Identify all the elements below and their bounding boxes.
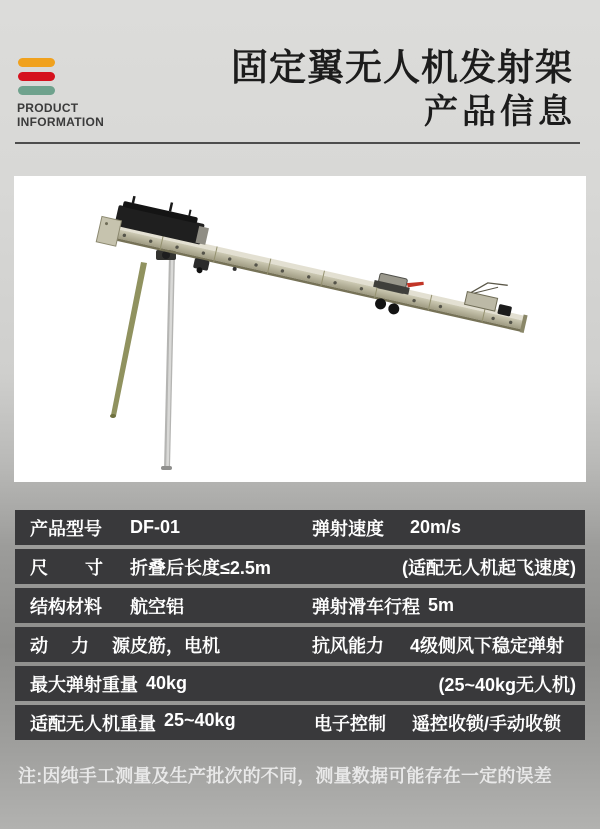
- header-divider: [15, 142, 580, 144]
- spec-row-uav-weight: [15, 705, 585, 740]
- logo-bar-red-icon: [18, 72, 55, 81]
- spec-label: 尺寸: [30, 557, 103, 578]
- product-photo-card: [14, 176, 586, 482]
- measurement-note: 注:因纯手工测量及生产批次的不同，测量数据可能存在一定的误差: [18, 766, 552, 786]
- spec-row-size: [15, 549, 585, 584]
- logo-word-product: PRODUCT: [17, 101, 79, 115]
- spec-table: [15, 510, 585, 744]
- spec-label: 弹射滑车行程: [312, 596, 420, 617]
- spec-label: 动力源: [30, 635, 130, 656]
- spec-value: 折叠后长度≤2.5m: [130, 557, 271, 578]
- spec-value: 40kg: [146, 673, 188, 693]
- logo-word-information: INFORMATION: [17, 115, 105, 129]
- spec-label: 抗风能力: [312, 635, 384, 656]
- spec-row-power: [15, 627, 585, 662]
- spec-value: 25~40kg: [164, 709, 236, 730]
- spec-label: 结构材料: [30, 596, 102, 617]
- spec-value: 5m: [428, 595, 455, 615]
- spec-pair: [30, 710, 314, 736]
- logo-bar-green-icon: [18, 86, 55, 95]
- spec-row-max-weight: [15, 666, 585, 701]
- launcher-photo: [14, 176, 586, 482]
- spec-value: 4级侧风下稳定弹射: [410, 635, 565, 656]
- product-title: 固定翼无人机发射架: [231, 47, 573, 88]
- spec-value: 皮筋，电机: [130, 635, 220, 656]
- spec-label: 电子控制: [314, 713, 386, 734]
- spec-label: 弹射速度: [312, 518, 384, 539]
- spec-value: DF-01: [130, 517, 181, 537]
- brand-logo-text: [17, 101, 104, 129]
- spec-value: 航空铝: [130, 596, 184, 617]
- page-title: [231, 46, 576, 134]
- spec-row-model: [15, 510, 585, 545]
- spec-label: 最大弹射重量: [30, 674, 138, 695]
- brand-logo: [18, 58, 55, 100]
- spec-label: 适配无人机重量: [30, 713, 156, 734]
- spec-note: (适配无人机起飞速度): [402, 557, 576, 578]
- photo-background: [14, 176, 586, 482]
- product-subtitle: 产品信息: [424, 93, 576, 131]
- spec-value: 遥控收锁/手动收锁: [412, 713, 562, 734]
- spec-row-material: [15, 588, 585, 623]
- logo-bar-orange-icon: [18, 58, 55, 67]
- spec-label: 产品型号: [30, 518, 102, 539]
- spec-value: 20m/s: [410, 517, 462, 537]
- spec-note: (25~40kg无人机): [438, 674, 576, 695]
